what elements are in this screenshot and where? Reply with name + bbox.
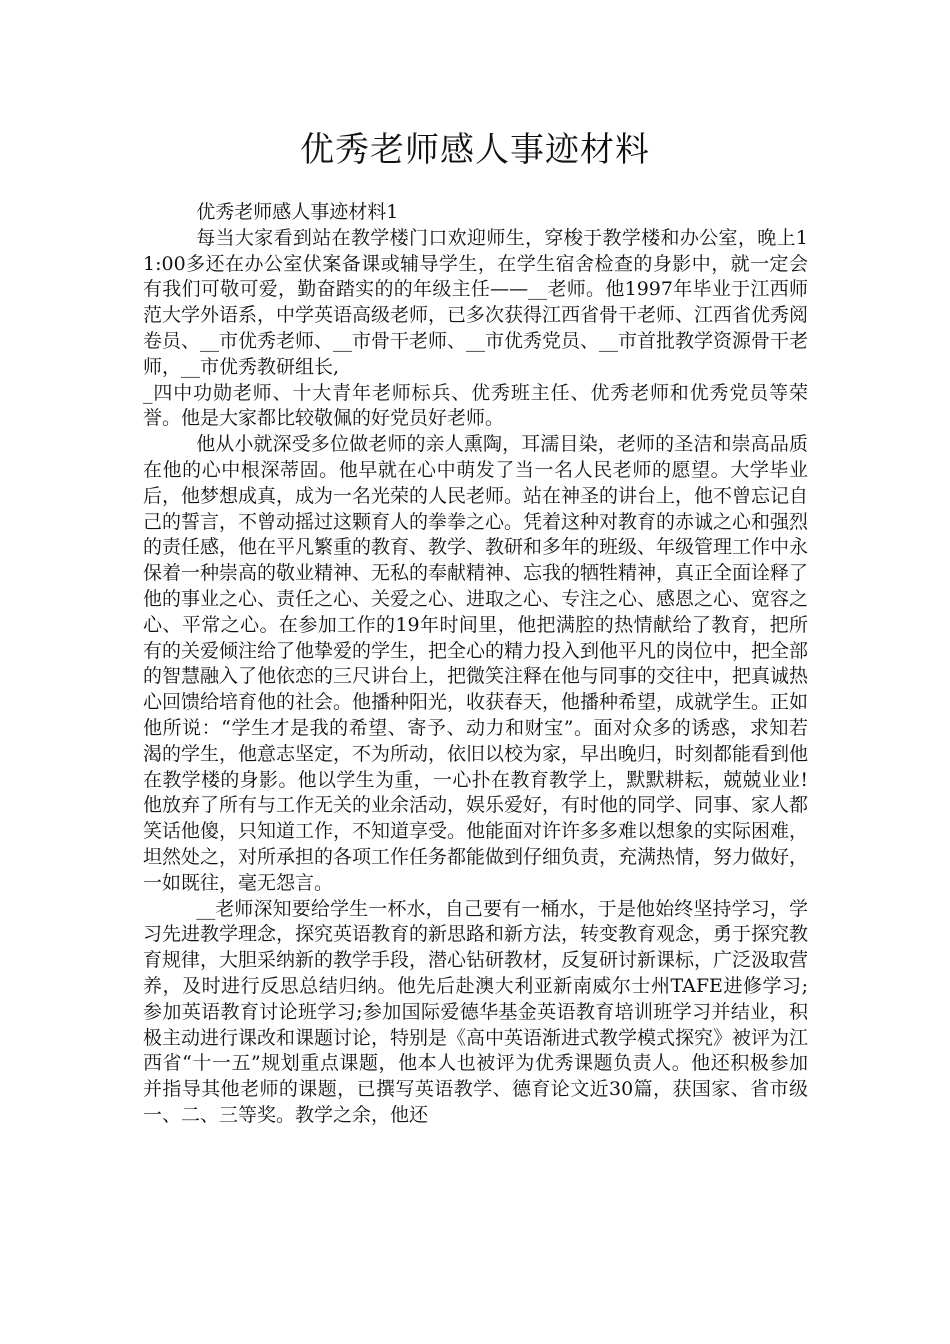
- document-title: 优秀老师感人事迹材料: [300, 130, 650, 170]
- document-body: [143, 200, 808, 1129]
- paragraph-4: __老师深知要给学生一杯水，自己要有一桶水，于是他始终坚持学习，学习先进教学理念，探究英语教育的新思路和新方法，转变教育观念，勇于探究教育规律，大胆采纳新的教学手段，潜心钻研教材，反复研讨新课标，广泛汲取营养，及时进行反思总结归纳。他先后赴澳大利亚新南威尔士州TAFE进修学习;参加英语教育讨论班学习;参加国际爱德华基金英语教育培训班学习并结业，积极主动进行课改和课题讨论，特别是《高中英语渐进式教学模式探究》被评为江西省“十一五”规划重点课题，他本人也被评为优秀课题负责人。他还积极参加并指导其他老师的课题，已撰写英语教学、德育论文近30篇，获国家、省市级一、二、三等奖。教学之余，他还: [143, 897, 809, 1126]
- paragraph-3: 他从小就深受多位做老师的亲人熏陶，耳濡目染，老师的圣洁和崇高品质在他的心中根深蒂固。他早就在心中萌发了当一名人民老师的愿望。大学毕业后，他梦想成真，成为一名光荣的人民老师。站在神圣的讲台上，他不曾忘记自己的誓言，不曾动摇过这颗育人的拳拳之心。凭着这种对教育的赤诚之心和强烈的责任感，他在平凡繁重的教育、教学、教研和多年的班级、年级管理工作中永保着一种崇高的敬业精神、无私的奉献精神、忘我的牺牲精神，真正全面诠释了他的事业之心、责任之心、关爱之心、进取之心、专注之心、感恩之心、宽容之心、平常之心。在参加工作的19年时间里，他把满腔的热情献给了教育，把所有的关爱倾注给了他挚爱的学生，把全心的精力投入到他平凡的岗位中，把全部的智慧融入了他依恋的三尺讲台上，把微笑注释在他与同事的交往中，把真诚热心回馈给培育他的社会。他播种阳光，收获春天，他播种希望，成就学生。正如他所说：“学生才是我的希望、寄予、动力和财宝”。面对众多的诱惑，求知若渴的学生，他意志坚定，不为所动，依旧以校为家，早出晚归，时刻都能看到他在教学楼的身影。他以学生为重，一心扑在教育教学上，默默耕耘，兢兢业业!他放弃了所有与工作无关的业余活动，娱乐爱好，有时他的同学、同事、家人都笑话他傻，只知道工作，不知道享受。他能面对许许多多难以想象的实际困难，坦然处之，对所承担的各项工作任务都能做到仔细负责，充满热情，努力做好，一如既往，毫无怨言。: [143, 433, 809, 894]
- paragraph-1: 每当大家看到站在教学楼门口欢迎师生，穿梭于教学楼和办公室，晚上11:00多还在办公室伏案备课或辅导学生，在学生宿舍检查的身影中，就一定会有我们可敬可爱，勤奋踏实的的年级主任——__老师。他1997年毕业于江西师范大学外语系，中学英语高级老师，已多次获得江西省骨干老师、江西省优秀阅卷员、__市优秀老师、__市骨干老师、__市优秀党员、__市首批教学资源骨干老师，__市优秀教研组长,: [143, 226, 809, 378]
- paragraph-2: _四中功勋老师、十大青年老师标兵、优秀班主任、优秀老师和优秀党员等荣誉。他是大家都比较敬佩的好党员好老师。: [143, 381, 808, 430]
- section-heading: 优秀老师感人事迹材料1: [196, 201, 399, 223]
